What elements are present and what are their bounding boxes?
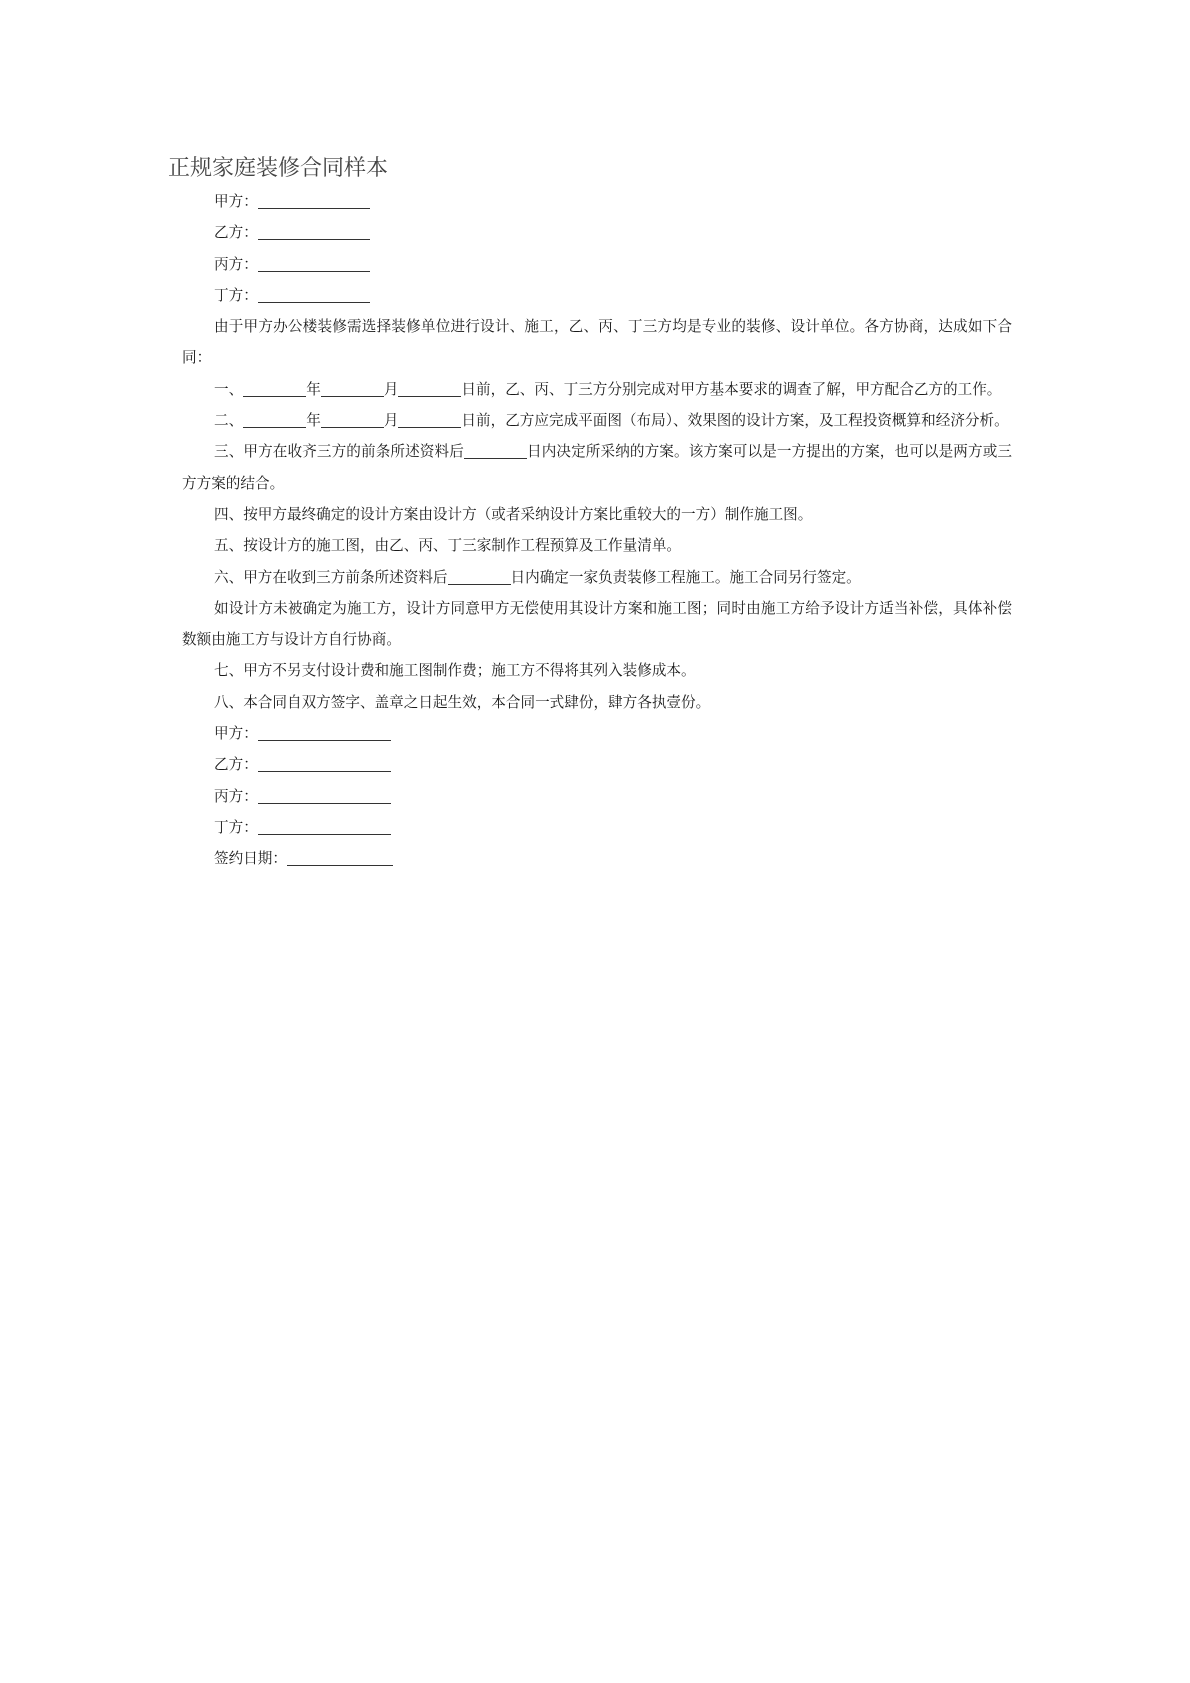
clause-text: 日内决定所采纳的方案。该方案可以是一方提出的方案，也可以是两方或三方方案的结合。	[182, 443, 1012, 492]
clause-text: 日前，乙方应完成平面图（布局）、效果图的设计方案，及工程投资概算和经济分析。	[461, 412, 1009, 430]
signature-line-yi	[182, 749, 1012, 780]
year-label: 年	[306, 380, 321, 398]
party-label: 丁方：	[214, 286, 258, 304]
party-label: 丙方：	[214, 255, 258, 273]
clause-text: 日前，乙、丙、丁三方分别完成对甲方基本要求的调查了解，甲方配合乙方的工作。	[461, 380, 1002, 398]
signature-label: 丁方：	[214, 818, 258, 836]
sign-date-line	[182, 843, 1012, 874]
clause-5: 五、按设计方的施工图，由乙、丙、丁三家制作工程预算及工作量清单。	[214, 537, 682, 555]
clause-text: 三、甲方在收齐三方的前条所述资料后	[214, 443, 464, 461]
clause-6	[182, 562, 1012, 593]
signature-blank[interactable]	[258, 818, 391, 835]
signature-blank[interactable]	[258, 787, 391, 804]
clause-6-note: 如设计方未被确定为施工方，设计方同意甲方无偿使用其设计方案和施工图；同时由施工方给予设计方适当补偿，具体补偿数额由施工方与设计方自行协商。	[182, 599, 1012, 649]
sign-date-label: 签约日期：	[214, 850, 287, 868]
days-blank[interactable]	[448, 568, 511, 585]
party-label: 甲方：	[214, 193, 258, 210]
signature-label: 丙方：	[214, 787, 258, 805]
party-line-ding	[182, 280, 1012, 311]
clause-text: 日内确定一家负责装修工程施工。施工合同另行签定。	[510, 568, 861, 586]
clause-text: 六、甲方在收到三方前条所述资料后	[214, 568, 448, 586]
party-blank[interactable]	[258, 255, 370, 272]
party-blank[interactable]	[258, 223, 370, 240]
month-label: 月	[383, 380, 399, 398]
days-blank[interactable]	[464, 442, 527, 459]
party-label: 乙方：	[214, 224, 258, 242]
day-blank[interactable]	[398, 411, 461, 428]
signature-line-bing	[182, 781, 1012, 812]
year-blank[interactable]	[243, 380, 306, 397]
clause-2	[182, 405, 1012, 436]
intro-paragraph: 由于甲方办公楼装修需选择装修单位进行设计、施工，乙、丙、丁三方均是专业的装修、设计单位。各方协商，达成如下合同：	[182, 318, 1012, 367]
party-line-jia	[182, 186, 1012, 217]
signature-label: 甲方：	[214, 725, 258, 743]
year-blank[interactable]	[243, 411, 306, 428]
clause-8: 八、本合同自双方签字、盖章之日起生效，本合同一式肆份，肆方各执壹份。	[214, 693, 711, 711]
clause-prefix: 一、	[214, 380, 244, 398]
signature-blank[interactable]	[258, 755, 391, 772]
month-blank[interactable]	[321, 411, 384, 428]
clause-prefix: 二、	[214, 412, 244, 430]
signature-line-ding	[182, 812, 1012, 843]
document-title: 正规家庭装修合同样本	[168, 156, 389, 181]
party-blank[interactable]	[258, 192, 370, 209]
document-page	[168, 152, 1012, 875]
party-line-yi	[182, 217, 1012, 248]
clause-7: 七、甲方不另支付设计费和施工图制作费；施工方不得将其列入装修成本。	[214, 662, 696, 680]
clause-4: 四、按甲方最终确定的设计方案由设计方（或者采纳设计方案比重较大的一方）制作施工图。	[214, 505, 813, 523]
clause-1	[182, 374, 1012, 405]
signature-label: 乙方：	[214, 756, 258, 774]
day-blank[interactable]	[398, 380, 461, 397]
signature-blank[interactable]	[258, 724, 391, 741]
month-blank[interactable]	[321, 380, 384, 397]
clause-3	[182, 436, 1012, 499]
signature-line-jia	[182, 718, 1012, 749]
party-line-bing	[182, 249, 1012, 280]
year-label: 年	[306, 412, 321, 430]
sign-date-blank[interactable]	[287, 849, 393, 866]
month-label: 月	[383, 412, 399, 430]
party-blank[interactable]	[258, 286, 370, 303]
